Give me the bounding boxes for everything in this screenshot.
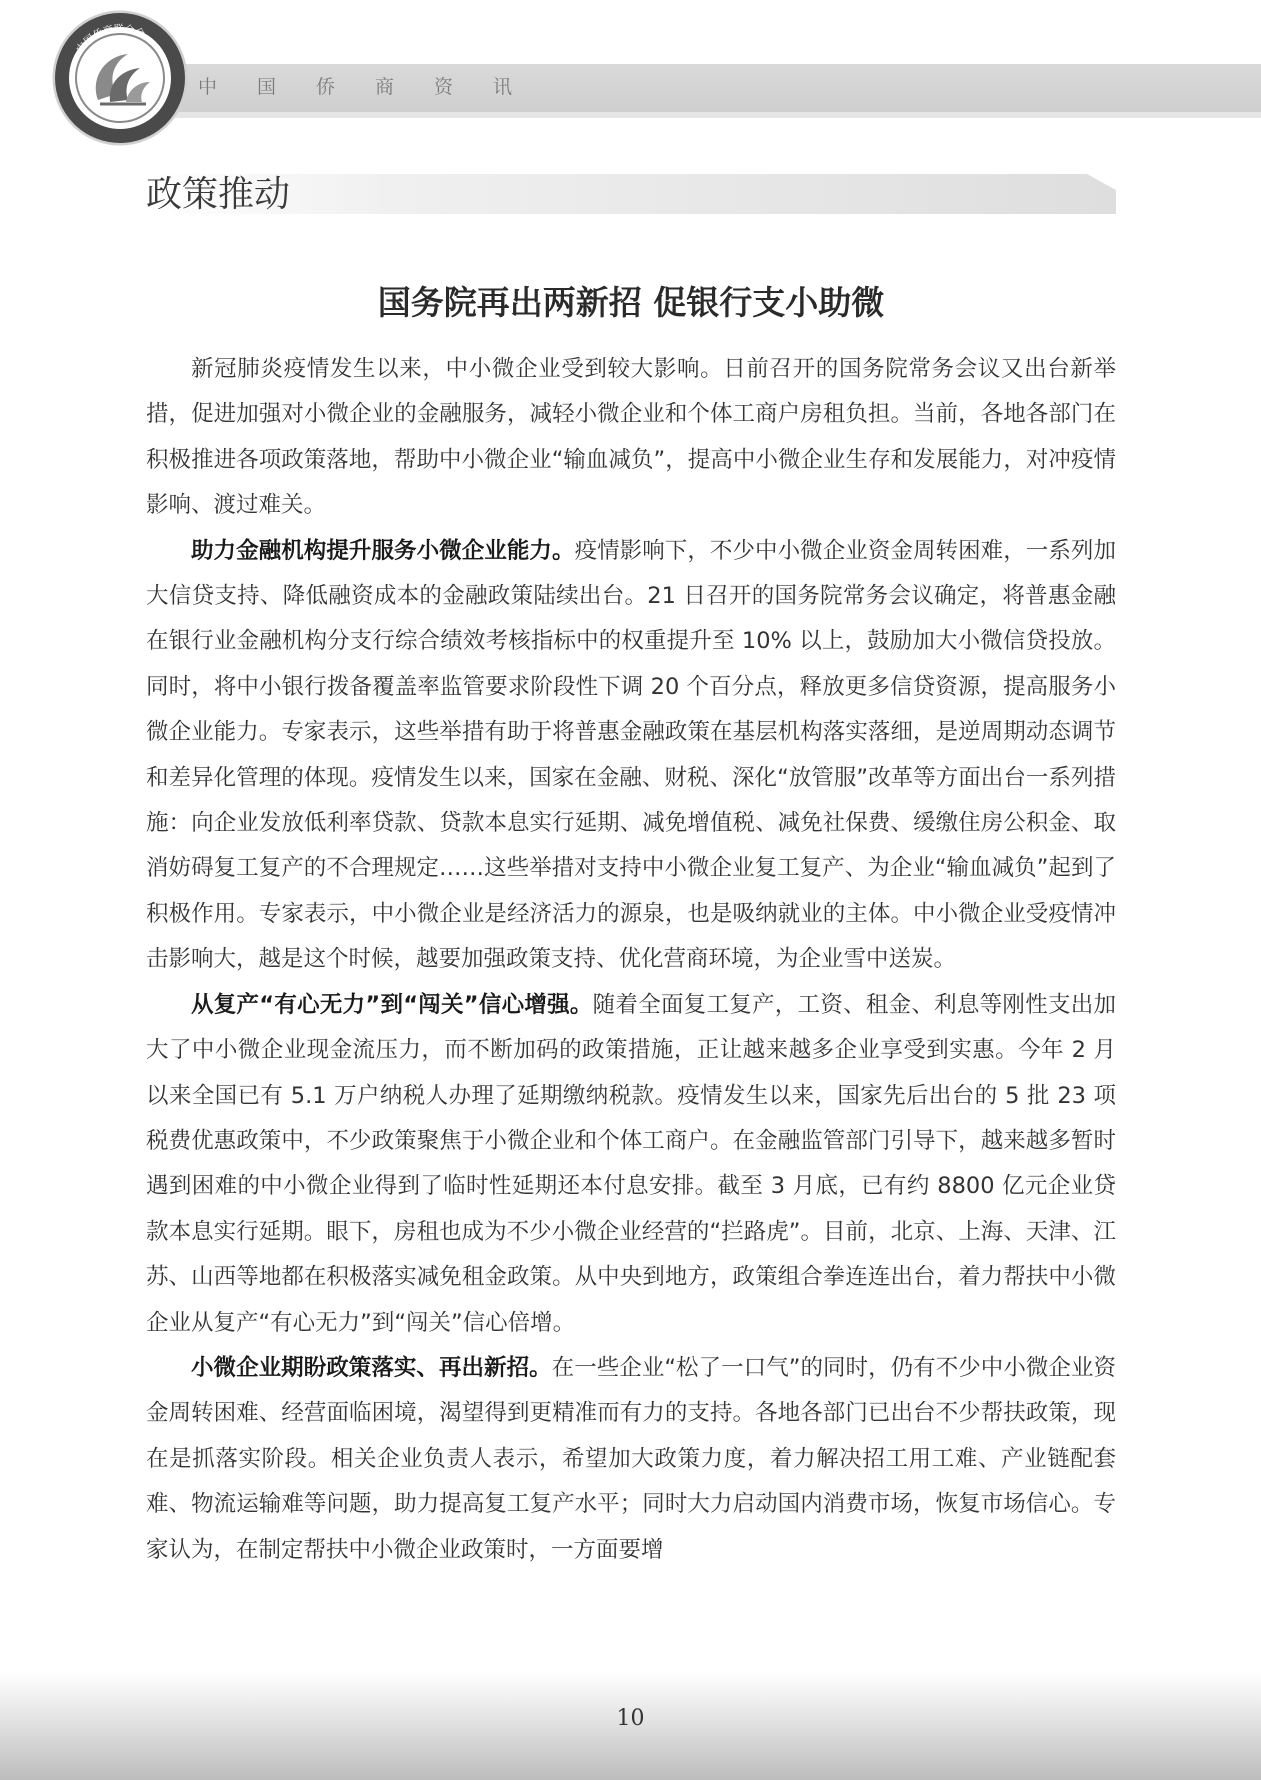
page-number: 10	[616, 1706, 645, 1731]
article-paragraph	[146, 347, 1116, 529]
paragraph-text: 在一些企业“松了一口气”的同时，仍有不少中小微企业资金周转困难、经营面临困境，渴望得到更精准而有力的支持。各地各部门已出台不少帮扶政策，现在是抓落实阶段。相关企业负责人表示，希望加大政策力度，着力解决招工用工难、产业链配套难、物流运输难等问题，助力提高复工复产水平；同时大力启动国内消费市场，恢复市场信心。专家认为，在制定帮扶中小微企业政策时，一方面要增	[146, 1354, 1116, 1563]
logo-text: 中国侨商联合会	[74, 23, 147, 56]
masthead-title: 中国侨商资讯	[198, 76, 553, 98]
federation-logo	[50, 8, 190, 148]
paragraph-text: 新冠肺炎疫情发生以来，中小微企业受到较大影响。日前召开的国务院常务会议又出台新举措，促进加强对小微企业的金融服务，减轻小微企业和个体工商户房租负担。当前，各地各部门在积极推进各项政策落地，帮助中小微企业“输血减负”，提高中小微企业生存和发展能力，对冲疫情影响、渡过难关。	[146, 356, 1116, 519]
article-body	[146, 347, 1116, 1573]
header-band-underline	[150, 112, 1261, 118]
paragraph-lead: 从复产“有心无力”到“闯关”信心增强。	[191, 991, 593, 1018]
paragraph-text: 随着全面复工复产，工资、租金、利息等刚性支出加大了中小微企业现金流压力，而不断加码的政策措施，正让越来越多企业享受到实惠。今年 2 月以来全国已有 5.1 万户纳税人办理了延期缴纳税款。疫情发生以来，国家先后出台的 5 批 23 项税费优惠政策中，不少政策聚焦于小微企业和个体工商户。在金融监管部门引导下，越来越多暂时遇到困难的中小微企业得到了临时性延期还本付息安排。截至 3 月底，已有约 8800 亿元企业贷款本息实行延期。眼下，房租也成为不少小微企业经营的“拦路虎”。目前，北京、上海、天津、江苏、山西等地都在积极落实减免租金政策。从中央到地方，政策组合拳连连出台，着力帮扶中小微企业从复产“有心无力”到“闯关”信心倍增。	[146, 991, 1116, 1336]
article-paragraph	[146, 529, 1116, 983]
paragraph-lead: 助力金融机构提升服务小微企业能力。	[191, 537, 575, 564]
article-title: 国务院再出两新招 促银行支小助微	[377, 283, 885, 322]
article-paragraph	[146, 983, 1116, 1346]
section-title: 政策推动	[146, 174, 291, 215]
section-band	[146, 174, 1116, 214]
paragraph-lead: 小微企业期盼政策落实、再出新招。	[191, 1354, 552, 1381]
paragraph-text: 疫情影响下，不少中小微企业资金周转困难，一系列加大信贷支持、降低融资成本的金融政策陆续出台。21 日召开的国务院常务会议确定，将普惠金融在银行业金融机构分支行综合绩效考核指标中的权重提升至 10% 以上，鼓励加大小微信贷投放。同时，将中小银行拨备覆盖率监管要求阶段性下调 20 个百分点，释放更多信贷资源，提高服务小微企业能力。专家表示，这些举措有助于将普惠金融政策在基层机构落实落细，是逆周期动态调节和差异化管理的体现。疫情发生以来，国家在金融、财税、深化“放管服”改革等方面出台一系列措施：向企业发放低利率贷款、贷款本息实行延期、减免增值税、减免社保费、缓缴住房公积金、取消妨碍复工复产的不合理规定……这些举措对支持中小微企业复工复产、为企业“输血减负”起到了积极作用。专家表示，中小微企业是经济活力的源泉，也是吸纳就业的主体。中小微企业受疫情冲击影响大，越是这个时候，越要加强政策支持、优化营商环境，为企业雪中送炭。	[146, 537, 1116, 973]
article-paragraph	[146, 1346, 1116, 1573]
